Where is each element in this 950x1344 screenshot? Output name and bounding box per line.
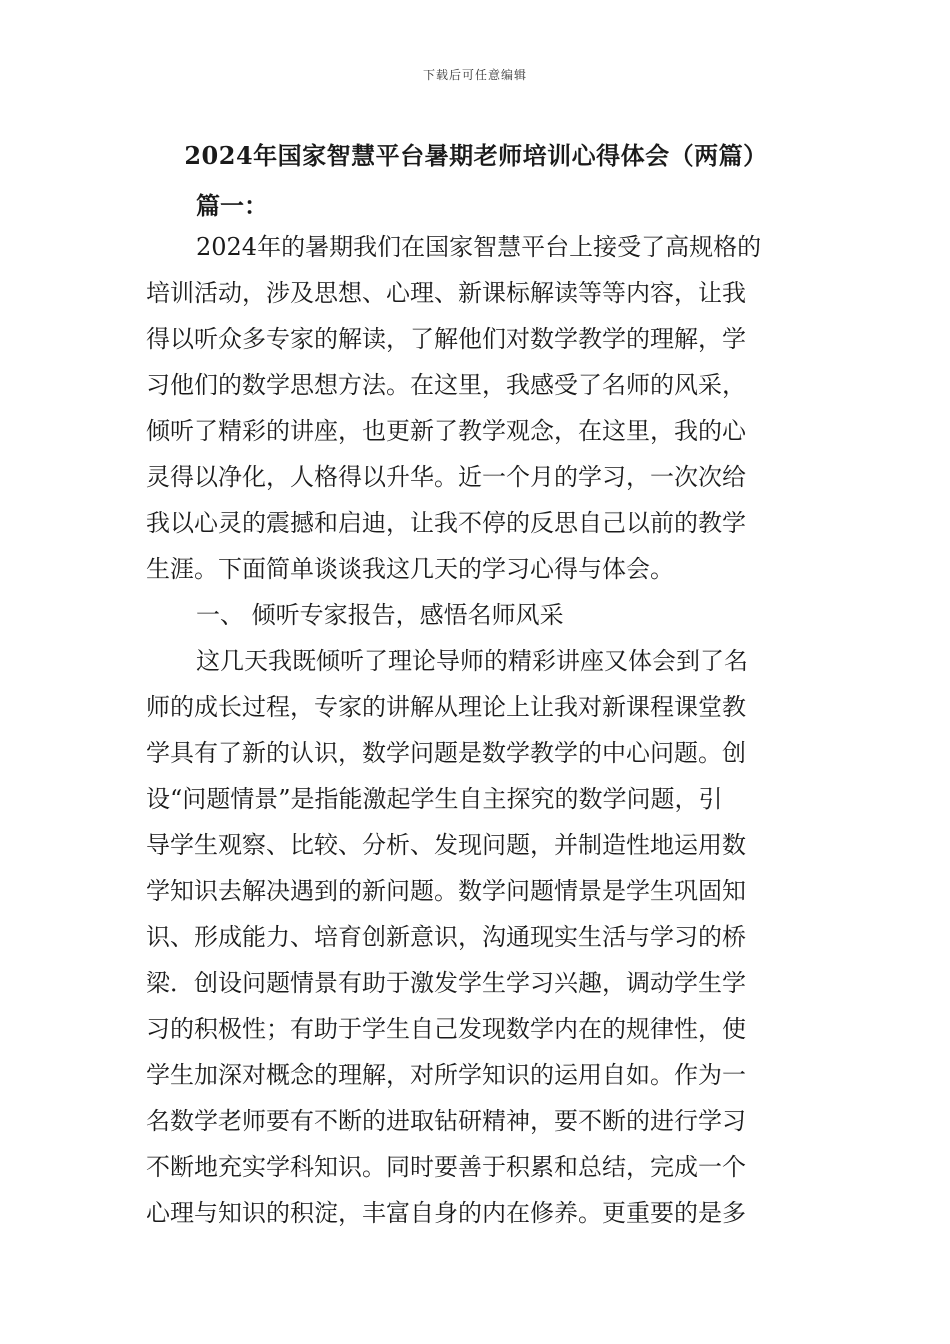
paragraph-line: 设“问题情景”是指能激起学生自主探究的数学问题，引 [146, 785, 723, 813]
paragraph-line: 师的成长过程，专家的讲解从理论上让我对新课程课堂教 [146, 693, 746, 721]
paragraph-line: 名数学老师要有不断的进取钻研精神，要不断的进行学习 [146, 1107, 746, 1135]
paragraph-line: 不断地充实学科知识。同时要善于积累和总结，完成一个 [146, 1153, 746, 1181]
paragraph-line: 我以心灵的震撼和启迪，让我不停的反思自己以前的教学 [146, 509, 746, 537]
paragraph-line: 导学生观察、比较、分析、发现问题，并制造性地运用数 [146, 831, 746, 859]
document-body [146, 224, 786, 1236]
paragraph-line: 得以听众多专家的解读，了解他们对数学教学的理解，学 [146, 325, 746, 353]
paragraph-line: 这几天我既倾听了理论导师的精彩讲座又体会到了名 [196, 647, 748, 675]
paragraph-line: 学生加深对概念的理解，对所学知识的运用自如。作为一 [146, 1061, 746, 1089]
paragraph-line: 习的积极性；有助于学生自己发现数学内在的规律性，使 [146, 1015, 746, 1043]
subheading: 一、 倾听专家报告，感悟名师风采 [196, 601, 564, 629]
paragraph-line: 培训活动，涉及思想、心理、新课标解读等等内容，让我 [146, 279, 746, 307]
header-note: 下载后可任意编辑 [422, 68, 527, 82]
paragraph-line: 2024年的暑期我们在国家智慧平台上接受了高规格的 [196, 233, 762, 261]
document-title: 2024年国家智慧平台暑期老师培训心得体会（两篇） [184, 141, 768, 170]
paragraph-line: 学具有了新的认识，数学问题是数学教学的中心问题。创 [146, 739, 746, 767]
section-heading: 篇一： [196, 191, 268, 220]
paragraph-line: 习他们的数学思想方法。在这里，我感受了名师的风采， [146, 371, 746, 399]
paragraph-line: 心理与知识的积淀，丰富自身的内在修养。更重要的是多 [146, 1199, 746, 1227]
paragraph-line: 倾听了精彩的讲座，也更新了教学观念，在这里，我的心 [146, 417, 746, 445]
paragraph-line: 梁．创设问题情景有助于激发学生学习兴趣，调动学生学 [146, 969, 746, 997]
paragraph-line: 识、形成能力、培育创新意识，沟通现实生活与学习的桥 [146, 923, 746, 951]
paragraph-line: 灵得以净化，人格得以升华。近一个月的学习，一次次给 [146, 463, 746, 491]
paragraph-line: 生涯。下面简单谈谈我这几天的学习心得与体会。 [146, 555, 674, 583]
paragraph-line: 学知识去解决遇到的新问题。数学问题情景是学生巩固知 [146, 877, 746, 905]
